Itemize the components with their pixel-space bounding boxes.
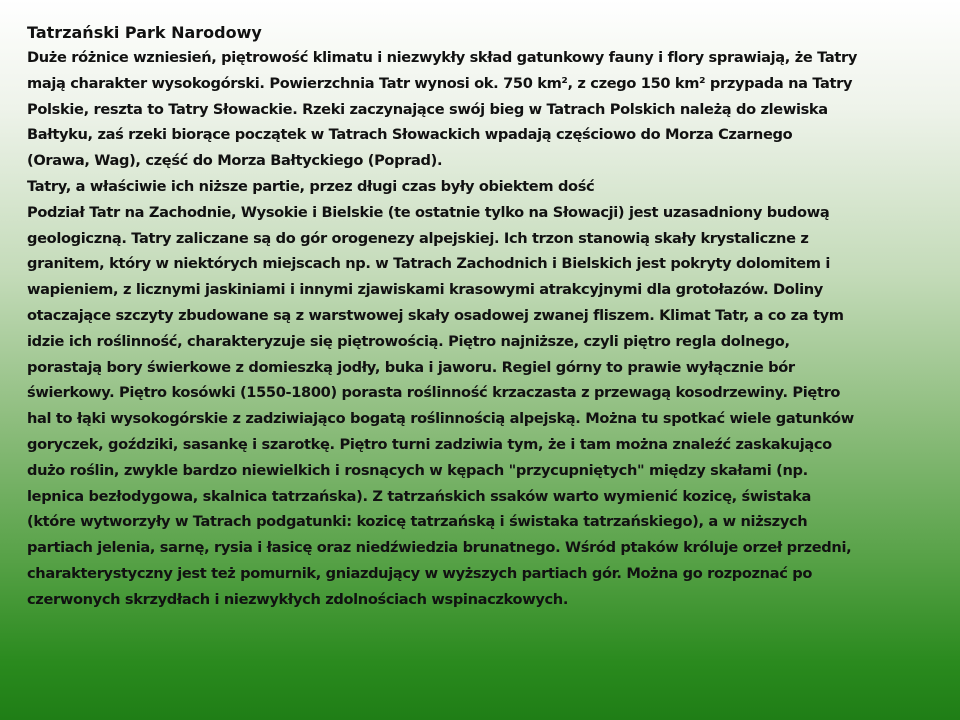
text-line: granitem, który w niektórych miejscach np. w Tatrach Zachodnich i Bielskich jest pokryty dolomitem i <box>27 255 831 273</box>
text-line: charakterystyczny jest też pomurnik, gniazdujący w wyższych partiach gór. Można go rozpoznać po <box>27 564 813 582</box>
slide-content <box>27 20 937 613</box>
text-line: porastają bory świerkowe z domieszką jodły, buka i jaworu. Regiel górny to prawie wyłącznie bór <box>27 358 795 376</box>
text-line: geologiczną. Tatry zaliczane są do gór orogenezy alpejskiej. Ich trzon stanowią skały krystaliczne z <box>27 229 809 247</box>
text-line: otaczające szczyty zbudowane są z warstwowej skały osadowej zwanej fliszem. Klimat Tatr, a co za tym <box>27 306 844 324</box>
body-text <box>27 45 937 613</box>
text-line: lepnica bezłodygowa, skalnica tatrzańska). Z tatrzańskich ssaków warto wymienić kozicę, świstaka <box>27 487 811 505</box>
slide-title: Tatrzański Park Narodowy <box>27 23 262 42</box>
text-line: wapieniem, z licznymi jaskiniami i innymi zjawiskami krasowymi atrakcyjnymi dla grotołazów. Doliny <box>27 281 823 299</box>
text-line: (Orawa, Wag), część do Morza Bałtyckiego (Poprad). <box>27 152 443 170</box>
text-line: partiach jelenia, sarnę, rysia i łasicę oraz niedźwiedzia brunatnego. Wśród ptaków króluje orzeł przedni, <box>27 539 852 557</box>
text-line: Duże różnice wzniesień, piętrowość klimatu i niezwykły skład gatunkowy fauny i flory sprawiają, że Tatry <box>27 49 857 66</box>
text-line: idzie ich roślinność, charakteryzuje się piętrowością. Piętro najniższe, czyli piętro regla dolnego, <box>27 332 790 350</box>
text-line: Bałtyku, zaś rzeki biorące początek w Tatrach Słowackich wpadają częściowo do Morza Czarnego <box>27 126 793 144</box>
text-line: czerwonych skrzydłach i niezwykłych zdolnościach wspinaczkowych. <box>27 590 569 608</box>
text-line: Podział Tatr na Zachodnie, Wysokie i Bielskie (te ostatnie tylko na Słowacji) jest uzasadniony budową <box>27 203 830 221</box>
text-line: goryczek, goździki, sasankę i szarotkę. Piętro turni zadziwia tym, że i tam można znaleźć zaskakująco <box>27 435 832 453</box>
text-line: Tatry, a właściwie ich niższe partie, przez długi czas były obiektem dość <box>27 177 595 195</box>
text-line: Polskie, reszta to Tatry Słowackie. Rzeki zaczynające swój bieg w Tatrach Polskich należą do zlewiska <box>27 100 828 118</box>
text-line: hal to łąki wysokogórskie z zadziwiająco bogatą roślinnością alpejską. Można tu spotkać wiele gatunków <box>27 410 854 428</box>
text-line: świerkowy. Piętro kosówki (1550-1800) porasta roślinność krzaczasta z przewagą kosodrzewiny. Piętro <box>27 384 841 402</box>
text-line: (które wytworzyły w Tatrach podgatunki: kozicę tatrzańską i świstaka tatrzańskiego), a w niższych <box>27 513 808 531</box>
text-line: mają charakter wysokogórski. Powierzchnia Tatr wynosi ok. 750 km², z czego 150 km² przypada na Tatry <box>27 74 853 92</box>
text-line: dużo roślin, zwykle bardzo niewielkich i rosnących w kępach "przycupniętych" między skałami (np. <box>27 461 808 479</box>
